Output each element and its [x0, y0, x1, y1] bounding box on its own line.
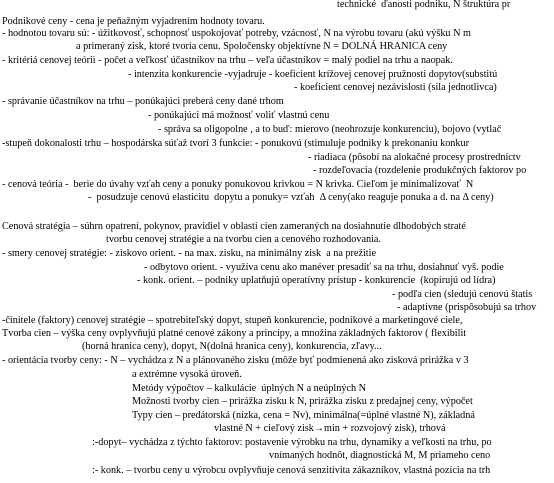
text-line: - smery cenovej stratégie: - ziskovo orient. - na max. zisku, na minimálny zisk a na prežitie	[2, 248, 376, 259]
text-line: Typy cien – predátorská (nízka, cena = Nv), minimálna(=úplné vlastné N), základná	[132, 410, 475, 421]
text-line: - hodnotou tovaru sú: - úžitkovosť, schopnosť uspokojovať potreby, vzácnosť, N na výrobu tovaru (akú výšku N m	[2, 28, 471, 39]
text-line: a primeraný zisk, ktoré tvoria cenu. Spoločensky objektívne N = DOLNÁ HRANICA ceny	[76, 41, 448, 52]
text-line: - koeficient cenovej nezávislosti (sila jednotlivca)	[294, 82, 497, 93]
text-line: :- konk. – tvorbu ceny u výrobcu ovplyvňuje cenová senzitivita zákazníkov, vlastná pozícia na trh	[92, 465, 491, 476]
text-line: - intenzita konkurencie -vyjadruje - koeficient krížovej cenovej pružnosti dopytov(substitú	[128, 69, 498, 80]
text-line: - podľa cien (sledujú cenovú štatis	[392, 289, 533, 300]
text-line: Metódy výpočtov – kalkulácie úplných N a neúplných N	[132, 383, 366, 394]
text-line: -činitele (faktory) cenovej stratégie – spotrebiteľský dopyt, stupeň konkurencie, podnikové a marketingové ciele,	[2, 315, 463, 326]
text-line: technické ďanosti podniku, N štruktúra pr	[337, 0, 511, 10]
text-line: - odbytovo orient. - využíva cenu ako manéver presadiť sa na trhu, dosiahnuť vyš. podie	[144, 262, 504, 273]
text-line: vlastné N + cieľový zisk→min + rozvojový zisk), trhová	[214, 423, 446, 434]
text-line: - rozdeľovacia (rozdelenie produkčných faktorov po	[313, 165, 527, 176]
text-line: Podnikové ceny - cena je peňažným vyjadrením hodnoty tovaru.	[2, 16, 265, 27]
text-line: - správanie účastníkov na trhu – ponúkajúci preberá ceny dané trhom	[2, 96, 284, 107]
text-line: - kritériá cenovej teórii - počet a veľkosť účastníkov na trhu – veľa účastníkov = malý podiel na trhu a naopak.	[2, 55, 453, 66]
text-line: tvorbu cenovej stratégie a na tvorbu cien a cenového rozhodovania.	[106, 234, 381, 245]
text-line: Tvorba cien – výška ceny ovplyvňujú platné cenové zákony a princípy, a množina základných faktorov ( flexibilit	[2, 328, 467, 339]
text-line: - posudzuje cenovú elasticitu dopytu a ponuky= vzťah Δ ceny(ako reaguje ponuka a d. na Δ ceny)	[88, 192, 494, 203]
text-line: (horná hranica ceny), dopyt, N(dolná hranica ceny), konkurencia, zľavy...	[82, 341, 382, 352]
text-line: - konk. orient. – podniky uplatňujú operatívny prístup - konkurencie (kopírujú od lídra)	[137, 275, 496, 286]
text-line: - cenová teória - berie do úvahy vzťah ceny a ponuky ponukovou krivkou = N krivka. Cieľom je minimalizovať N	[2, 179, 474, 190]
text-line: vnímaných hodnôt, diagnostická M, M priameho ceno	[269, 450, 491, 461]
text-line: Cenová stratégia – súhrn opatrení, pokynov, pravidiel v oblasti cien zameraných na dosiahnutie dlhodobých straté	[2, 221, 466, 232]
text-line: :-dopyt– vychádza z týchto faktorov: postavenie výrobku na trhu, dynamiky a veľkosti na trhu, po	[92, 437, 492, 448]
text-line: a extrémne vysoká úroveň.	[132, 369, 242, 380]
text-line: - ponúkajúci má možnosť voliť vlastnú cenu	[148, 110, 330, 121]
text-line: - adaptívne (prispôsobujú sa trhov	[397, 302, 537, 313]
text-line: - správa sa oligopolne , a to buď: mierovo (neohrozuje konkurenciu), bojovo (vytlač	[158, 124, 502, 135]
text-line: - orientácia tvorby ceny: - N – vychádza z N a plánovaného zisku (môže byť podmienená ako zisková prirážka v 3	[2, 355, 469, 366]
text-line: Možnosti tvorby cien – prirážka zisku k N, prirážka zisku z predajnej ceny, výpočet	[132, 396, 473, 407]
text-line: - riadiaca (pôsobí na alokačné procesy prostredníctv	[308, 152, 521, 163]
text-line: -stupeň dokonalosti trhu – hospodárska súťaž tvorí 3 funkcie: - ponukovú (stimuluje podniky k prekonaniu konkur	[2, 138, 469, 149]
